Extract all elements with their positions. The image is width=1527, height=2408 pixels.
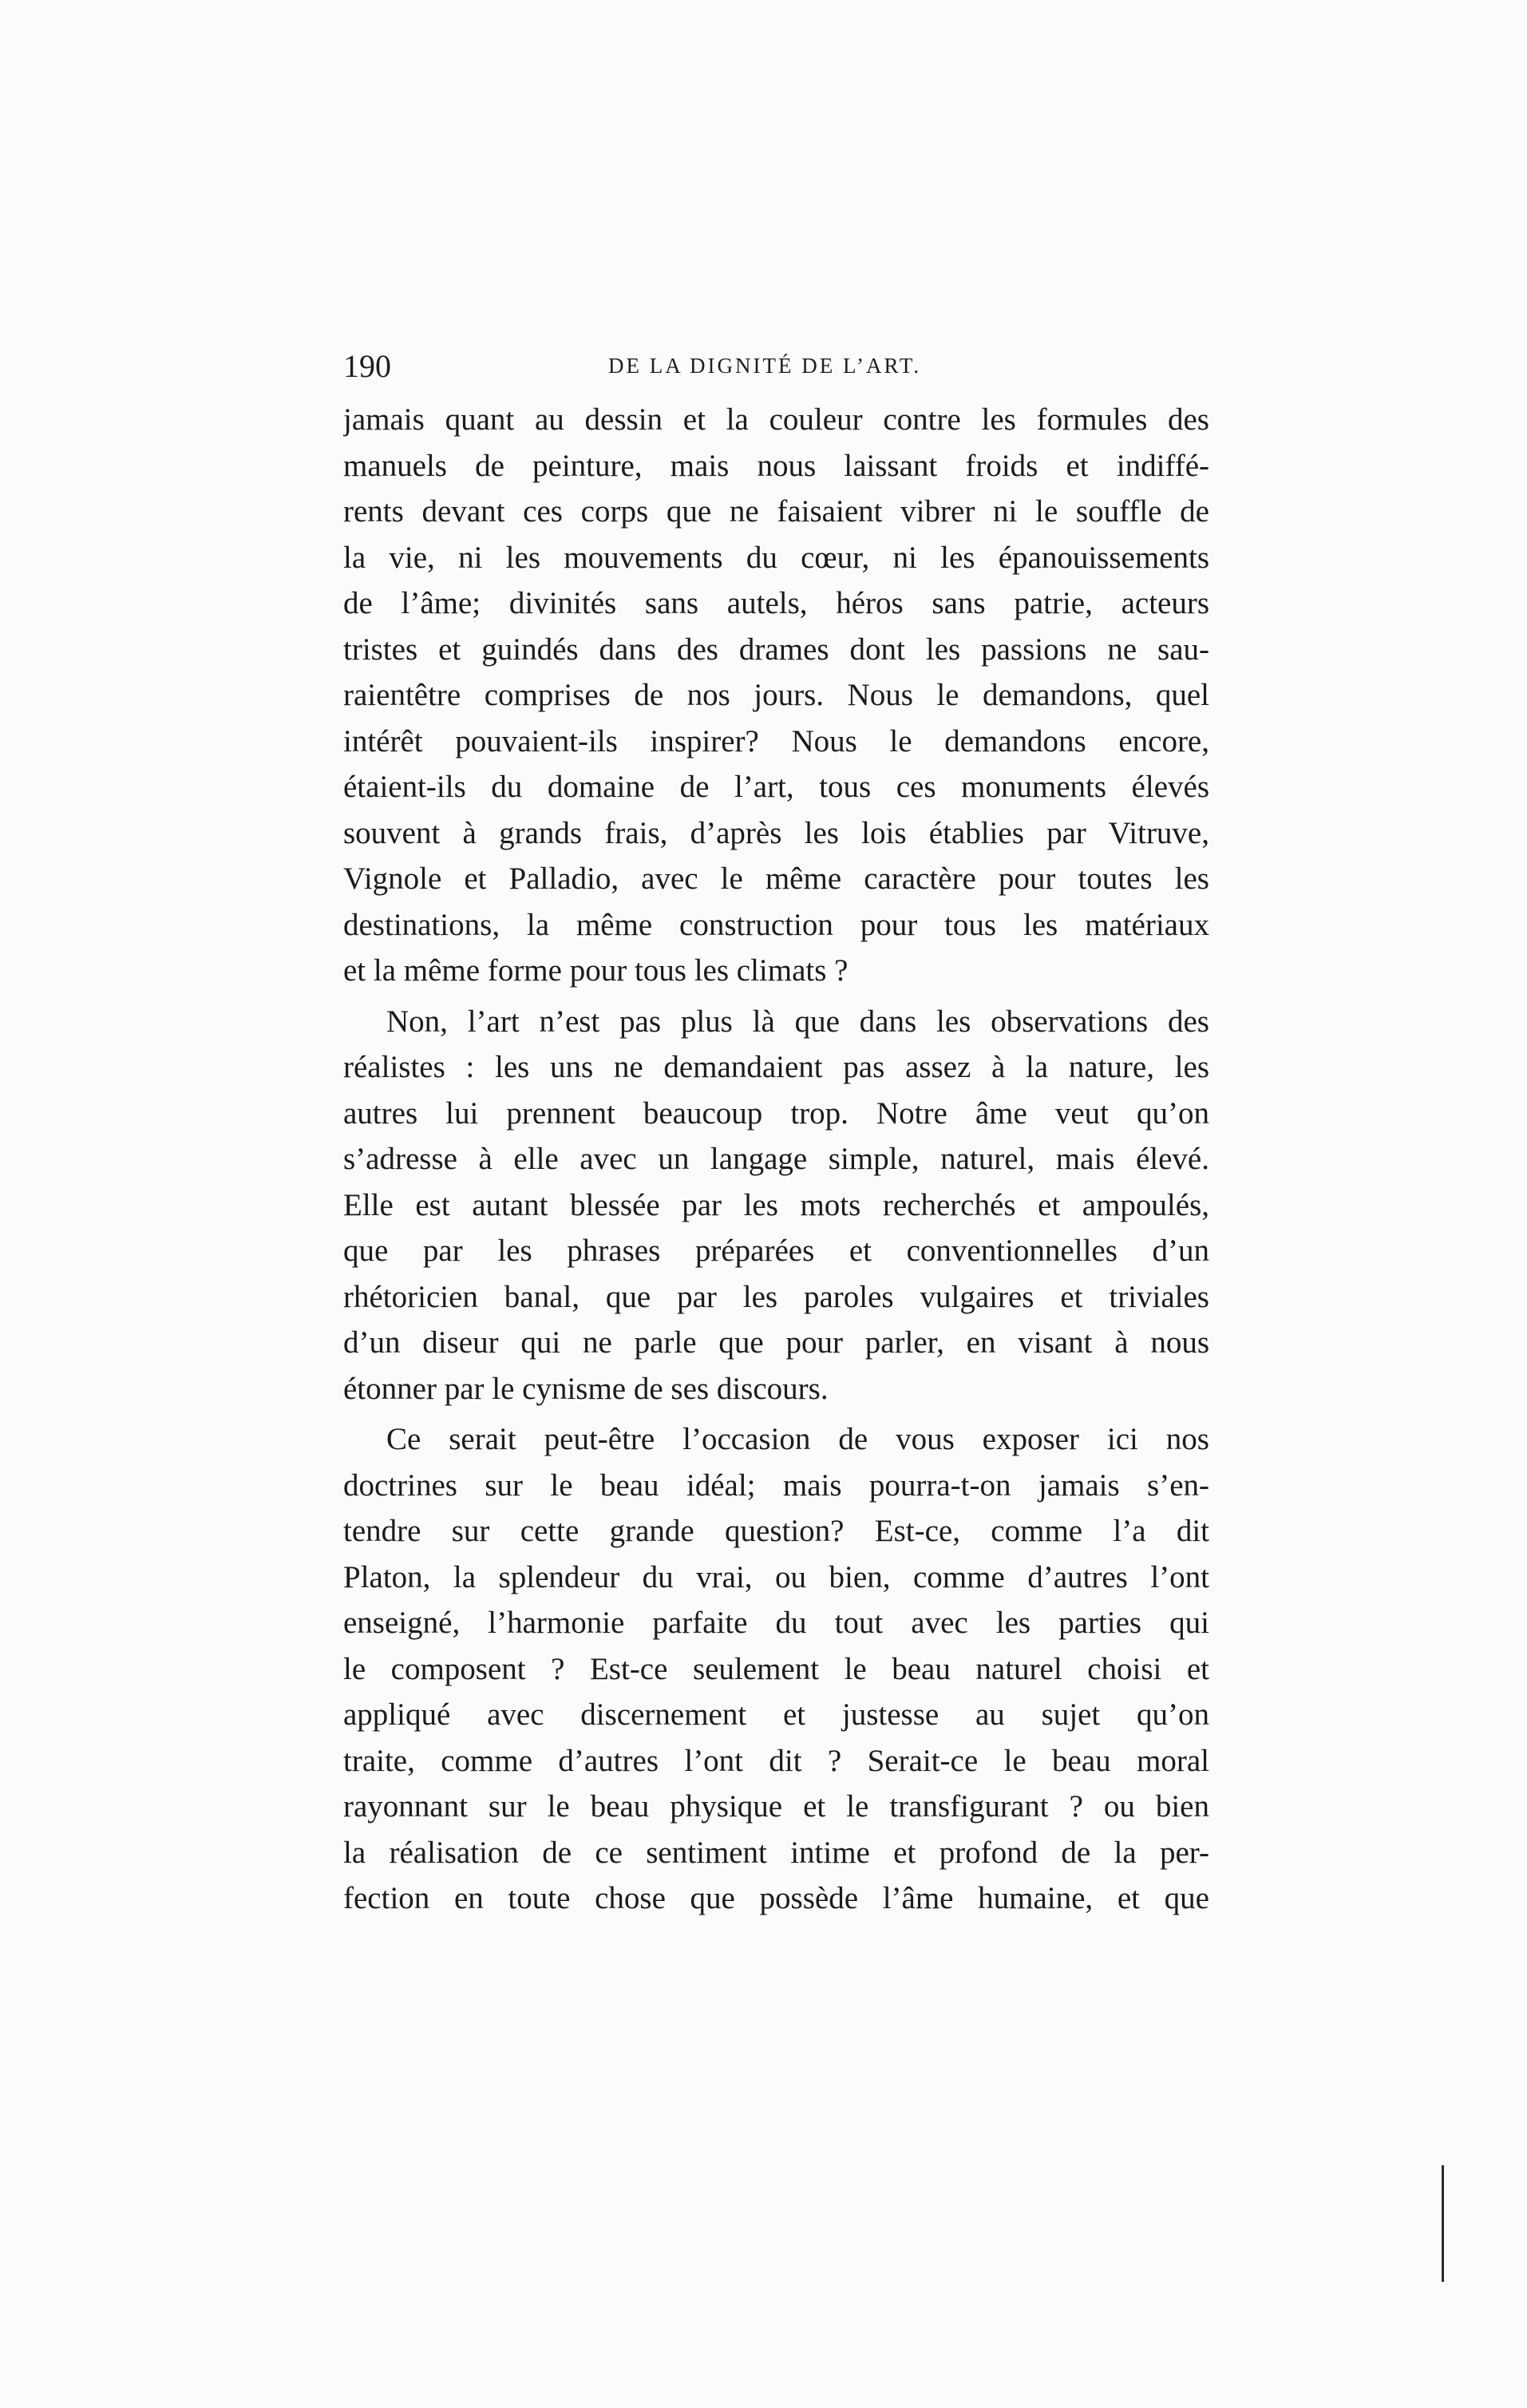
- text-line: traite, comme d’autres l’ont dit ? Serait-ce le beau moral: [343, 1743, 1209, 1778]
- text-line: rents devant ces corps que ne faisaient vibrer ni le souffle de: [343, 494, 1209, 529]
- text-line: la réalisation de ce sentiment intime et profond de la per-: [343, 1835, 1209, 1870]
- paragraph: [343, 1416, 1209, 1922]
- text-line: doctrines sur le beau idéal; mais pourra-t-on jamais s’en-: [343, 1467, 1209, 1503]
- text-line: jamais quant au dessin et la couleur contre les formules des: [343, 402, 1209, 437]
- text-line: rhétoricien banal, que par les paroles vulgaires et triviales: [343, 1279, 1209, 1314]
- text-line: intérêt pouvaient-ils inspirer? Nous le demandons encore,: [343, 723, 1209, 758]
- text-line: Elle est autant blessée par les mots recherchés et ampoulés,: [343, 1187, 1209, 1222]
- body-text: [343, 397, 1209, 1922]
- text-line: Ce serait peut-être l’occasion de vous exposer ici nos: [386, 1422, 1209, 1456]
- text-line: Non, l’art n’est pas plus là que dans les observations des: [386, 1004, 1209, 1039]
- margin-rule: [1442, 2165, 1444, 2282]
- text-line: étonner par le cynisme de ses discours.: [343, 1371, 829, 1406]
- text-line: d’un diseur qui ne parle que pour parler, en visant à nous: [343, 1325, 1209, 1360]
- text-line: s’adresse à elle avec un langage simple, naturel, mais élevé.: [343, 1142, 1209, 1176]
- text-line: manuels de peinture, mais nous laissant froids et indiffé-: [343, 448, 1209, 483]
- text-line: étaient-ils du domaine de l’art, tous ces monuments élevés: [343, 770, 1209, 804]
- text-line: enseigné, l’harmonie parfaite du tout avec les parties qui: [343, 1606, 1209, 1640]
- text-line: et la même forme pour tous les climats ?: [343, 953, 849, 988]
- text-line: fection en toute chose que possède l’âme humaine, et que: [343, 1881, 1209, 1915]
- text-line: autres lui prennent beaucoup trop. Notre âme veut qu’on: [343, 1095, 1209, 1131]
- text-line: souvent à grands frais, d’après les lois établies par Vitruve,: [343, 815, 1209, 850]
- text-line: tristes et guindés dans des drames dont les passions ne sau-: [343, 632, 1209, 667]
- text-line: Platon, la splendeur du vrai, ou bien, comme d’autres l’ont: [343, 1559, 1209, 1594]
- page-number: 190: [343, 348, 391, 384]
- running-head: DE LA DIGNITÉ DE L’ART.: [608, 354, 922, 378]
- paragraph: [343, 397, 1209, 994]
- text-line: tendre sur cette grande question? Est-ce, comme l’a dit: [343, 1514, 1209, 1548]
- text-line: de l’âme; divinités sans autels, héros sans patrie, acteurs: [343, 586, 1209, 620]
- text-line: le composent ? Est-ce seulement le beau naturel choisi et: [343, 1651, 1209, 1686]
- text-line: rayonnant sur le beau physique et le transfigurant ? ou bien: [343, 1789, 1209, 1824]
- text-line: Vignole et Palladio, avec le même caractère pour toutes les: [343, 861, 1209, 896]
- text-line: que par les phrases préparées et conventionnelles d’un: [343, 1234, 1209, 1268]
- text-line: la vie, ni les mouvements du cœur, ni les épanouissements: [343, 540, 1209, 575]
- text-line: destinations, la même construction pour tous les matériaux: [343, 907, 1209, 942]
- paragraph: [343, 999, 1209, 1412]
- page-header: [343, 347, 1209, 395]
- text-line: raientêtre comprises de nos jours. Nous le demandons, quel: [343, 678, 1209, 712]
- text-line: réalistes : les uns ne demandaient pas assez à la nature, les: [343, 1050, 1209, 1084]
- text-line: appliqué avec discernement et justesse au sujet qu’on: [343, 1697, 1209, 1732]
